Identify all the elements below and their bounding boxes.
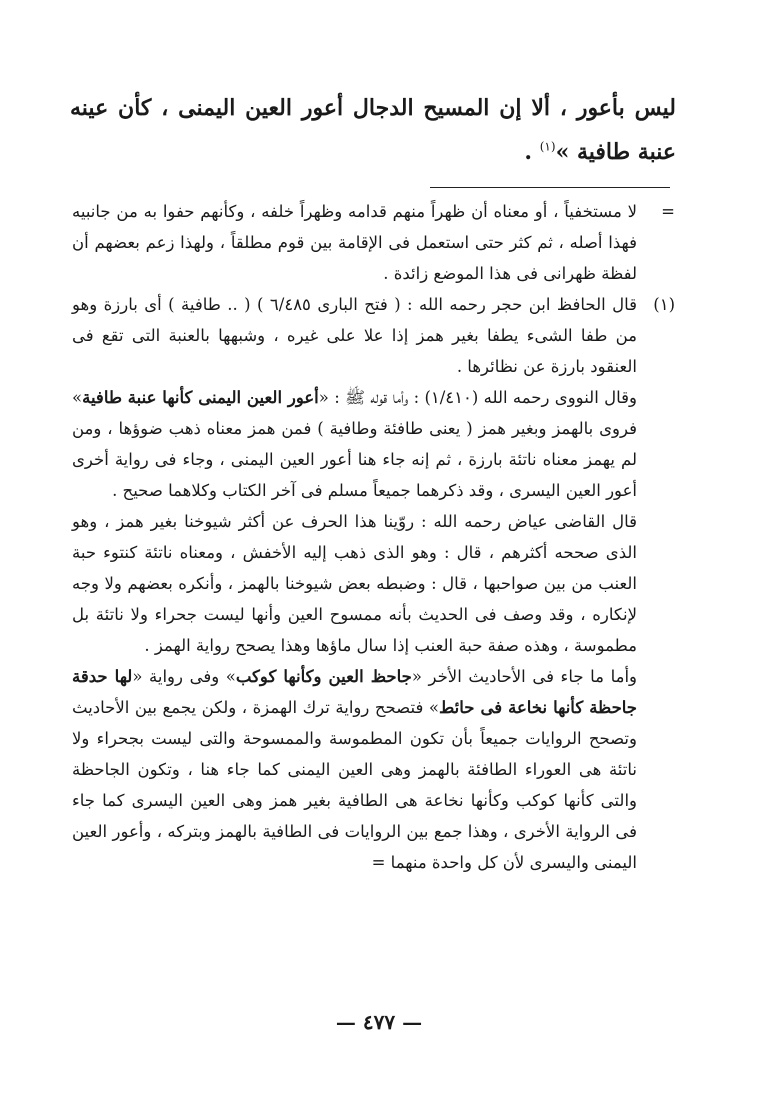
continuation-marker: = xyxy=(661,202,675,221)
continuation-text: لا مستخفياً ، أو معناه أن ظهراً منهم قدامه وظهراً خلفه ، وكأنهم حفوا به من جانبيه فهذا أصله ، ثم كثر حتى استعمل فى الإقامة بين قوم مطلقاً ، ولهذا زعم بعضهم أن لفظة ظهرانى فى هذا الموضع زائدة . xyxy=(72,202,637,283)
reconciliation-rest: » فتصحح رواية ترك الهمزة ، ولكن يجمع بين الأحاديث وتصحح الروايات جميعاً بأن تكون المطموسة والممسوحة والتى ليست بجحراء ولا ناتئة هى العوراء الطافئة بالهمز وهى العين اليمنى كما جاء هنا ، وتكون الجاحظة والتى كأنها كوكب وكأنها نخاعة هى الطافية بغير همز وهى العين اليسرى كما جاء فى الرواية الأخرى ، وهذا جمع بين الروايات فى الطافية بالهمز وبتركه ، وأعور العين اليمنى واليسرى لأن كل واحدة منهما = xyxy=(72,698,637,872)
nawawi-paragraph xyxy=(72,382,637,506)
hadith-text: ليس بأعور ، ألا إن المسيح الدجال أعور العين اليمنى ، كأن عينه عنبة طافية » xyxy=(70,95,676,165)
footnotes-section xyxy=(72,196,675,878)
main-hadith-text xyxy=(70,86,676,174)
nawawi-intro: وقال النووى رحمه الله (١/٤١٠) : وأما قوله ﷺ : « xyxy=(318,388,637,407)
footnote-continuation xyxy=(72,196,675,289)
page-number: — ٤٧٧ — xyxy=(335,1010,423,1034)
footnote-1-body xyxy=(72,289,637,878)
footnote-reference: (١) xyxy=(539,139,556,154)
quote-jahiz: جاحظ العين وكأنها كوكب xyxy=(235,667,412,686)
reconciliation-paragraph xyxy=(72,661,637,878)
footnote-1 xyxy=(72,289,675,878)
footnote-1-marker: (١) xyxy=(653,295,675,314)
end-mark: . xyxy=(524,139,540,165)
quote-hadaqa: لها حدقة جاحظة كأنها نخاعة فى حائط xyxy=(72,667,637,717)
ibn-hajar-paragraph: قال الحافظ ابن حجر رحمه الله : ( فتح البارى ٦/٤٨٥ ) ( .. طافية ) أى بارزة وهو من طفا الشىء يطفا بغير همز إذا علا على غيره ، وشبهها بالعنبة التى تقع فى العنقود بارزة عن نظائرها . xyxy=(72,295,638,376)
reconciliation-intro: وأما ما جاء فى الأحاديث الأخر « xyxy=(411,667,637,686)
footnote-divider xyxy=(430,187,670,188)
qadi-iyad-paragraph: قال القاضى عياض رحمه الله : روّينا هذا الحرف عن أكثر شيوخنا بغير همز ، وهو الذى صححه أكثرهم ، قال : وهو الذى ذهب إليه الأخفش ، ومعناه ناتئة كنتوء حبة العنب من بين صواحبها ، قال : وضبطه بعض شيوخنا بالهمز ، وأنكره بعضهم ولا وجه لإنكاره ، وقد وصف فى الحديث بأنه ممسوح العين وأنها ليست جحراء ولا ناتئة بل مطموسة ، وهذه صفة حبة العنب إذا سال ماؤها وهذا يصحح رواية الهمز . xyxy=(72,512,637,655)
nawawi-rest: » فروى بالهمز وبغير همز ( يعنى طافئة وطافية ) فمن همز معناه ذهب ضوؤها ، ومن لم يهمز معناه ناتئة بارزة ، ثم إنه جاء هنا أعور العين اليمنى ، وجاء فى رواية أخرى أعور العين اليسرى ، وقد ذكرهما جميعاً مسلم فى آخر الكتاب وكلاهما صحيح . xyxy=(72,388,637,500)
reconciliation-mid: » وفى رواية « xyxy=(132,667,236,686)
nawawi-quote: أعور العين اليمنى كأنها عنبة طافية xyxy=(82,388,319,407)
